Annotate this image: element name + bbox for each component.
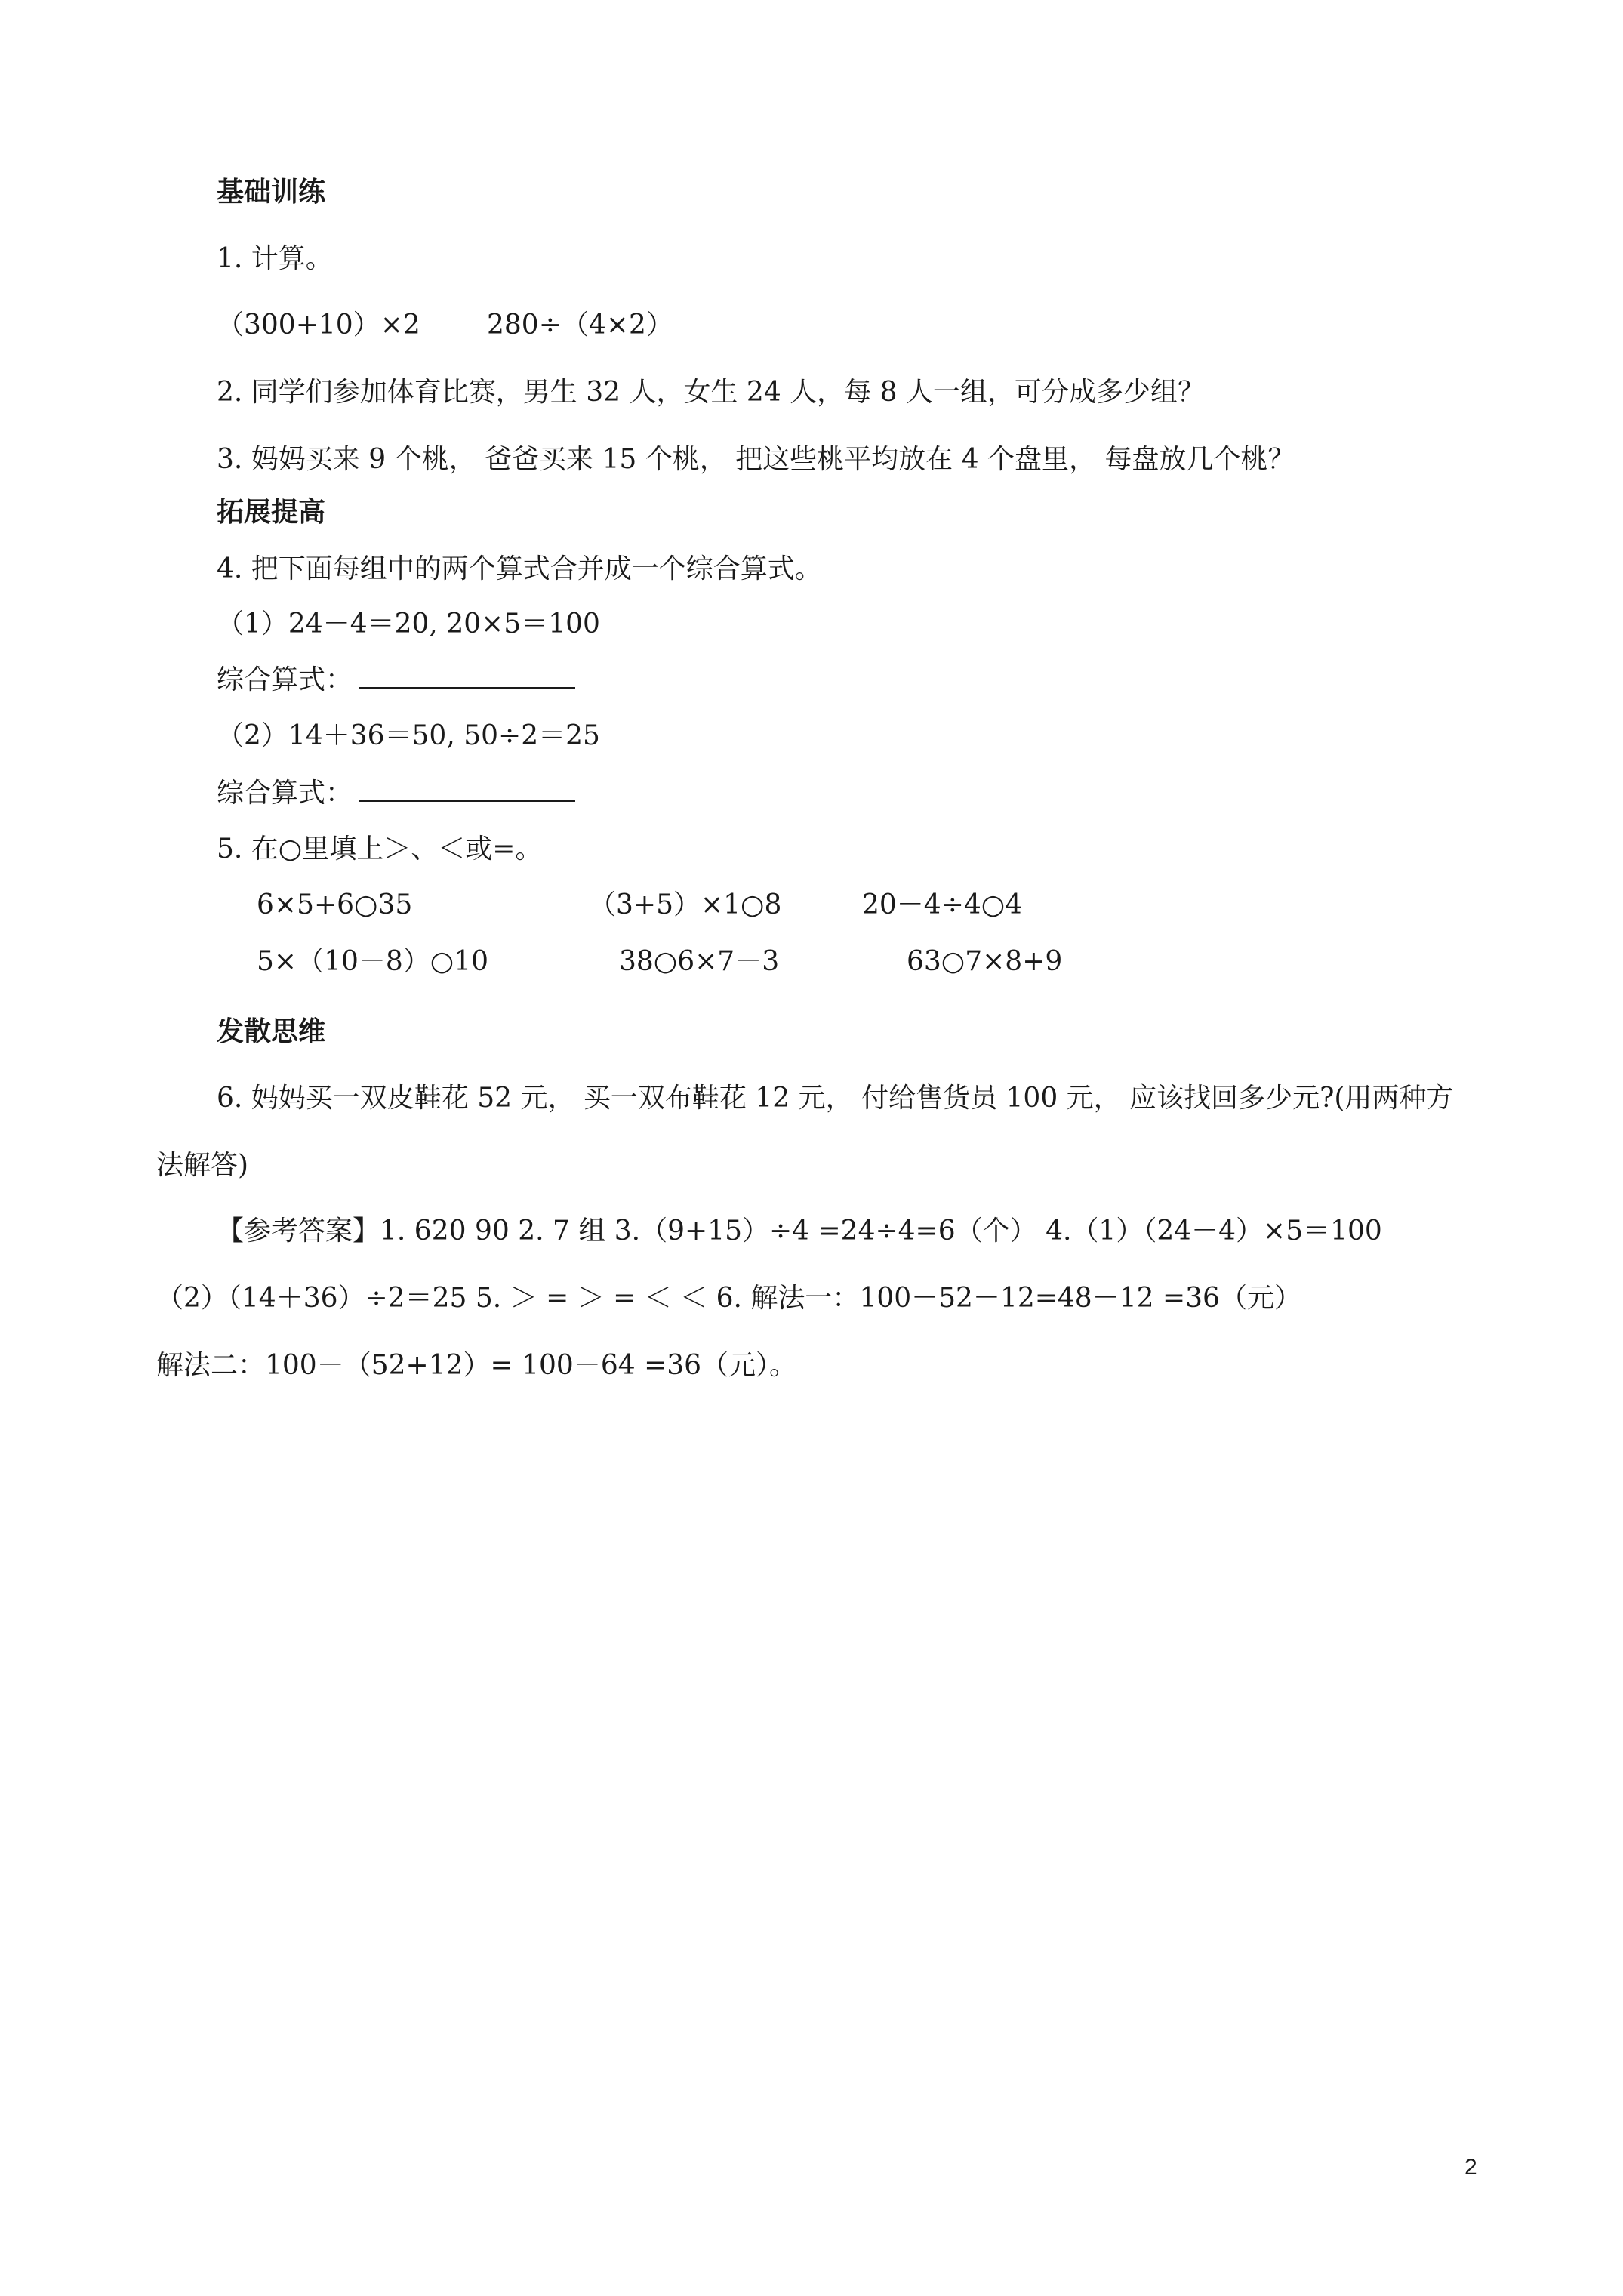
question-1-expr-1: （300+10）×2 — [217, 310, 420, 341]
question-4-title: 4. 把下面每组中的两个算式合并成一个综合算式。 — [217, 553, 822, 584]
question-1-expr-2: 280÷（4×2） — [487, 310, 673, 341]
answer-key-line-2: （2）（14＋36）÷2＝25 5. ＞ = ＞ = ＜ ＜ 6. 解法一：100－52－12=48－12 =36（元） — [156, 1283, 1301, 1314]
compare-item: 38○6×7－3 — [619, 946, 780, 977]
compare-item: 6×5+6○35 — [257, 889, 413, 920]
question-4-answer-label: 综合算式： — [217, 778, 353, 809]
compare-item: 63○7×8+9 — [907, 946, 1063, 977]
compare-item: 20－4÷4○4 — [862, 889, 1023, 920]
question-5-row-1 — [217, 889, 1349, 922]
page-number: 2 — [1464, 2155, 1477, 2180]
question-4-part-1: （1）24－4＝20, 20×5＝100 — [217, 609, 600, 639]
section-heading-extend: 拓展提高 — [217, 496, 326, 528]
question-5-row-2 — [217, 945, 1349, 978]
question-2: 2. 同学们参加体育比赛，男生 32 人，女生 24 人，每 8 人一组，可分成多少组？ — [217, 377, 1205, 408]
answer-key-line-3: 解法二：100－（52+12）= 100－64 =36（元）。 — [156, 1350, 797, 1381]
compare-item: 5×（10－8）○10 — [257, 946, 489, 977]
question-4-answer-line-2 — [217, 777, 575, 810]
question-4-answer-label: 综合算式： — [217, 664, 353, 695]
answer-key-line-1: 【参考答案】1. 620 90 2. 7 组 3.（9+15）÷4 =24÷4=6（个） 4.（1）（24－4）×5＝100 — [217, 1216, 1382, 1247]
answer-blank[interactable] — [359, 664, 575, 689]
question-1-title: 1. 计算。 — [217, 243, 333, 274]
question-1-expressions — [217, 309, 1349, 342]
question-6-line-1: 6. 妈妈买一双皮鞋花 52 元， 买一双布鞋花 12 元， 付给售货员 100 元， 应该找回多少元?(用两种方 — [217, 1083, 1454, 1114]
question-4-answer-line-1 — [217, 664, 575, 697]
section-heading-diverge: 发散思维 — [217, 1015, 326, 1047]
question-4-part-2: （2）14＋36＝50, 50÷2＝25 — [217, 720, 600, 751]
section-heading-basic: 基础训练 — [217, 176, 326, 208]
question-5-title: 5. 在○里填上＞、＜或=。 — [217, 834, 543, 864]
question-3: 3. 妈妈买来 9 个桃， 爸爸买来 15 个桃， 把这些桃平均放在 4 个盘里， 每盘放几个桃？ — [217, 444, 1295, 475]
compare-item: （3+5）×1○8 — [589, 889, 782, 920]
question-6-line-2: 法解答) — [156, 1150, 249, 1181]
answer-blank[interactable] — [359, 778, 575, 802]
